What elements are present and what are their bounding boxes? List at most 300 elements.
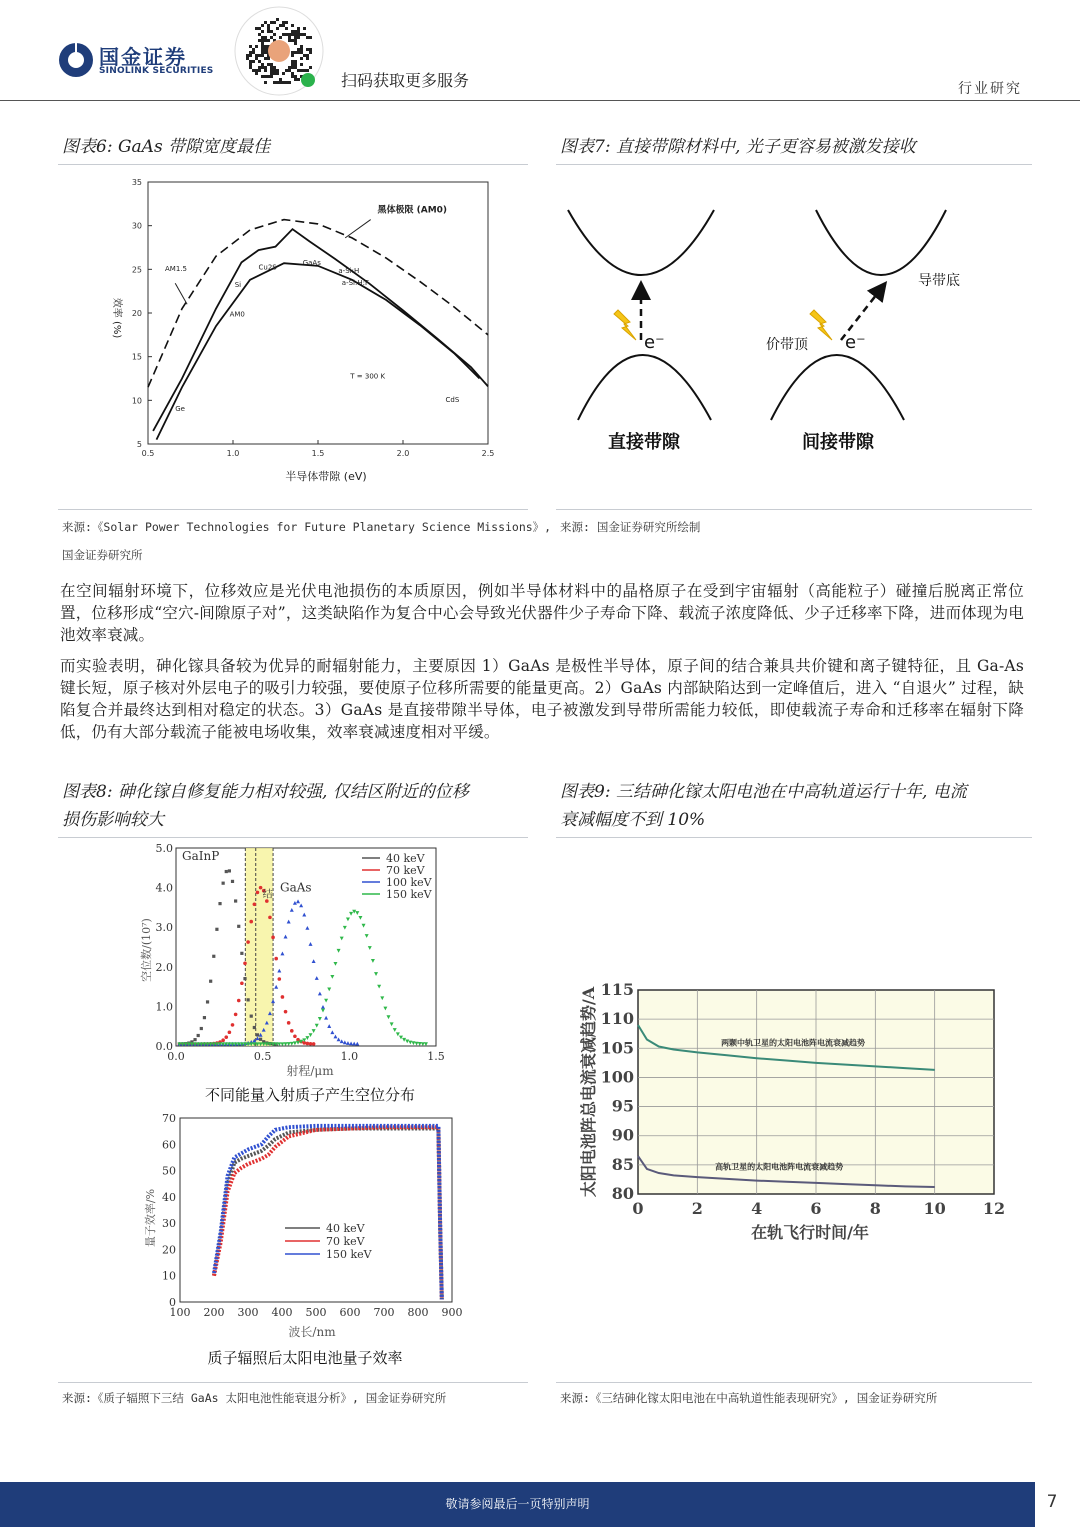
- qr-module: [252, 48, 255, 51]
- fig9-source-rule: [556, 1382, 1032, 1383]
- qr-module: [261, 30, 264, 33]
- qr-module: [300, 69, 303, 72]
- fig6-source2: 国金证券研究所: [62, 548, 143, 562]
- fig9-ytick-label: 100: [600, 1067, 634, 1087]
- fig8a-data-point: [256, 891, 260, 895]
- indirect-electron-label: e⁻: [845, 332, 866, 353]
- fig8a-data-point: [240, 952, 243, 955]
- direct-conduction-band: [568, 210, 714, 275]
- fig8b-xtick-label: 300: [237, 1306, 259, 1319]
- fig8a-data-point: [296, 1041, 300, 1045]
- qr-module: [291, 54, 294, 57]
- fig8a-data-point: [237, 999, 241, 1003]
- qr-module: [252, 69, 255, 72]
- qr-module: [282, 72, 285, 75]
- fig8a-xlabel: 射程/μm: [286, 1064, 334, 1078]
- fig8b-xtick-label: 600: [339, 1306, 361, 1319]
- qr-module: [264, 81, 267, 84]
- fig8a-ytick-label: 1.0: [155, 1000, 173, 1014]
- fig9-chart: [572, 968, 1012, 1248]
- fig8b-ytick-label: 40: [162, 1190, 176, 1204]
- fig8a-data-point: [312, 959, 316, 963]
- qr-module: [294, 36, 297, 39]
- fig6-annotation-pointer: [175, 283, 187, 304]
- qr-module: [291, 75, 294, 78]
- fig8a-data-point: [197, 1034, 200, 1037]
- fig8a-data-point: [224, 1035, 228, 1039]
- qr-module: [264, 36, 267, 39]
- qr-module: [291, 33, 294, 36]
- fig6-xtick-label: 2.5: [481, 449, 495, 458]
- qr-module: [255, 69, 258, 72]
- fig6-xtick-label: 1.0: [226, 449, 240, 458]
- qr-module: [291, 72, 294, 75]
- fig9-xlabel: 在轨飞行时间/年: [751, 1223, 869, 1242]
- qr-module: [270, 21, 273, 24]
- fig8a-region-label: GaAs: [280, 880, 312, 895]
- qr-module: [276, 81, 279, 84]
- fig9-xtick-label: 0: [632, 1199, 644, 1218]
- indirect-valence-band: [771, 355, 904, 420]
- header-divider: [0, 100, 1080, 101]
- direct-valence-band: [578, 355, 711, 420]
- qr-module: [288, 39, 291, 42]
- fig8-top-chart: [140, 840, 460, 1110]
- fig6-ytick-label: 20: [131, 309, 142, 318]
- fig8a-data-point: [330, 1030, 334, 1034]
- fig6-annotation: GaAs: [302, 258, 321, 267]
- fig8a-data-point: [380, 996, 384, 1000]
- qr-module: [255, 45, 258, 48]
- qr-module: [258, 33, 261, 36]
- qr-module: [285, 33, 288, 36]
- qr-module: [270, 63, 273, 66]
- qr-module: [306, 69, 309, 72]
- indirect-conduction-band: [816, 210, 946, 275]
- fig6-annotation: a-Si:H:F: [341, 279, 370, 288]
- fig8a-data-point: [374, 972, 378, 976]
- qr-module: [246, 57, 249, 60]
- fig6-caption-rule: [58, 164, 528, 165]
- qr-module: [285, 81, 288, 84]
- qr-module: [252, 60, 255, 63]
- qr-module: [297, 27, 300, 30]
- qr-module: [297, 48, 300, 51]
- fig8a-data-point: [234, 899, 237, 902]
- fig8a-data-point: [284, 1042, 288, 1046]
- fig8a-data-point: [222, 882, 225, 885]
- qr-module: [309, 66, 312, 69]
- qr-module: [261, 63, 264, 66]
- page-number: 7: [1046, 1492, 1058, 1512]
- qr-module: [261, 54, 264, 57]
- qr-module: [303, 69, 306, 72]
- fig8b-ytick-label: 30: [162, 1217, 176, 1231]
- fig8a-xtick-label: 1.0: [340, 1050, 359, 1063]
- fig8a-data-point: [393, 1028, 397, 1032]
- fig8a-data-point: [327, 987, 331, 991]
- fig6-source: 来源:《Solar Power Technologies for Future Planetary Science Missions》,: [62, 520, 552, 534]
- fig9-ytick-label: 80: [611, 1184, 634, 1203]
- fig9-xtick-label: 2: [691, 1199, 703, 1218]
- qr-module: [270, 66, 273, 69]
- fig8-caption-rule: [58, 837, 528, 838]
- fig8a-data-point: [259, 1038, 262, 1041]
- fig8a-data-point: [355, 911, 359, 915]
- indirect-bandgap-label: 间接带隙: [802, 432, 874, 453]
- fig7-caption: 图表7: 直接带隙材料中, 光子更容易被激发接收: [560, 137, 916, 157]
- fig8a-data-point: [278, 977, 282, 981]
- fig8a-data-point: [306, 1042, 310, 1046]
- fig8a-data-point: [290, 908, 294, 912]
- qr-module: [273, 81, 276, 84]
- qr-module: [276, 72, 279, 75]
- fig8a-data-point: [371, 959, 375, 963]
- fig8a-data-point: [296, 899, 300, 903]
- fig6-ytick-label: 25: [131, 265, 142, 275]
- fig8a-data-point: [234, 1013, 238, 1017]
- header: [0, 0, 1080, 102]
- fig8a-data-point: [305, 926, 309, 930]
- fig8a-data-point: [358, 916, 362, 920]
- qr-module: [255, 54, 258, 57]
- qr-module: [306, 54, 309, 57]
- fig8b-ytick-label: 70: [162, 1112, 176, 1125]
- fig8b-subtitle: 质子辐照后太阳电池量子效率: [207, 1349, 403, 1367]
- fig6-ytick-label: 35: [131, 178, 142, 187]
- fig8b-ylabel: 量子效率/%: [144, 1188, 157, 1248]
- fig8a-legend-label: 40 keV: [386, 852, 425, 865]
- direct-lightning-icon: [614, 310, 636, 340]
- qr-module: [297, 69, 300, 72]
- fig8a-data-point: [383, 1007, 387, 1011]
- fig6-xtick-label: 0.5: [141, 449, 155, 458]
- qr-module: [276, 69, 279, 72]
- fig8b-ytick-label: 60: [162, 1138, 176, 1152]
- qr-module: [261, 48, 264, 51]
- vb-top-label: 价带顶: [766, 337, 808, 353]
- fig9-ytick-label: 110: [600, 1009, 634, 1029]
- qr-module: [276, 18, 279, 21]
- qr-module: [291, 24, 294, 27]
- fig6-annotation: Si: [234, 280, 242, 289]
- fig6-xtick-label: 2.0: [396, 449, 410, 458]
- fig9-xtick-label: 4: [751, 1199, 763, 1218]
- qr-module: [249, 45, 252, 48]
- qr-module: [297, 36, 300, 39]
- fig7-caption-rule: [556, 164, 1032, 165]
- qr-module: [288, 33, 291, 36]
- qr-module: [297, 51, 300, 54]
- fig8a-data-point: [343, 1040, 347, 1044]
- fig6-annotation: T = 300 K: [350, 372, 386, 381]
- fig8a-data-point: [243, 961, 247, 965]
- fig9-ytick-label: 95: [611, 1096, 634, 1116]
- qr-module: [261, 75, 264, 78]
- qr-module: [264, 48, 267, 51]
- fig8b-xtick-label: 200: [203, 1306, 225, 1319]
- fig8a-data-point: [365, 934, 369, 938]
- fig9-caption-line2: 衰减幅度不到 10%: [560, 810, 706, 830]
- qr-module: [249, 60, 252, 63]
- fig8a-data-point: [318, 1017, 322, 1021]
- qr-module: [249, 54, 252, 57]
- fig8a-data-point: [321, 1005, 325, 1009]
- qr-code[interactable]: [234, 6, 324, 96]
- qr-module: [291, 63, 294, 66]
- fig6-annotation: 黑体极限 (AM0): [377, 205, 448, 216]
- fig8a-data-point: [228, 1030, 232, 1034]
- qr-module: [291, 30, 294, 33]
- fig8a-data-point: [287, 920, 291, 924]
- direct-bandgap-label: 直接带隙: [608, 432, 680, 453]
- fig8a-data-point: [231, 880, 234, 883]
- fig8b-xlabel: 波长/nm: [288, 1325, 336, 1339]
- qr-module: [288, 66, 291, 69]
- fig8a-data-point: [355, 1042, 359, 1046]
- fig8a-data-point: [340, 937, 344, 941]
- footer-notice[interactable]: 敬请参阅最后一页特别声明: [445, 1497, 590, 1511]
- fig8a-data-point: [243, 977, 246, 980]
- fig8a-data-point: [321, 1009, 325, 1013]
- qr-module: [279, 78, 282, 81]
- fig8a-data-point: [268, 916, 272, 920]
- fig8b-ytick-label: 50: [162, 1164, 176, 1178]
- qr-module: [294, 39, 297, 42]
- qr-module: [255, 72, 258, 75]
- brand-name-cn: 国金证券: [99, 45, 187, 69]
- fig6-ytick-label: 5: [136, 440, 142, 449]
- sinolink-logo-icon: [58, 42, 94, 78]
- fig8a-data-point: [362, 924, 366, 928]
- fig8b-xtick-label: 400: [271, 1306, 293, 1319]
- fig6-annotation: CdS: [445, 396, 460, 405]
- fig8b-plot-area: [180, 1118, 452, 1302]
- qr-module: [249, 63, 252, 66]
- fig8a-region-label: GaInP: [182, 849, 220, 863]
- fig8b-series-line: [214, 1127, 442, 1299]
- fig8a-data-point: [405, 1040, 409, 1044]
- fig8a-subtitle: 不同能量入射质子产生空位分布: [204, 1086, 416, 1104]
- qr-module: [294, 66, 297, 69]
- fig8b-legend-label: 40 keV: [326, 1222, 365, 1235]
- fig8a-data-point: [330, 975, 334, 979]
- qr-module: [294, 78, 297, 81]
- qr-module: [270, 30, 273, 33]
- fig8a-data-point: [228, 869, 231, 872]
- qr-module: [261, 36, 264, 39]
- qr-module: [267, 24, 270, 27]
- fig8a-data-point: [240, 981, 244, 985]
- qr-module: [249, 51, 252, 54]
- fig8a-data-point: [249, 920, 253, 924]
- fig8b-ytick-label: 0: [169, 1296, 176, 1309]
- fig8b-xtick-label: 900: [441, 1306, 463, 1319]
- qr-module: [297, 30, 300, 33]
- qr-module: [300, 48, 303, 51]
- fig6-annotation: AM1.5: [165, 265, 187, 274]
- qr-center-badge: [268, 40, 290, 62]
- fig8a-ytick-label: 3.0: [155, 921, 173, 935]
- fig8-bottom-chart: [140, 1108, 470, 1373]
- fig8a-ytick-label: 0.0: [155, 1040, 173, 1053]
- qr-module: [303, 33, 306, 36]
- fig8a-data-point: [349, 912, 353, 916]
- fig8a-data-point: [231, 1023, 235, 1027]
- qr-module: [303, 27, 306, 30]
- fig8a-region-label: 结: [262, 889, 273, 901]
- fig8a-data-point: [399, 1036, 403, 1040]
- fig9-series-label: 两颗中轨卫星的太阳电池阵电流衰减趋势: [721, 1037, 866, 1048]
- qr-module: [267, 75, 270, 78]
- fig8a-data-point: [280, 952, 284, 956]
- qr-module: [297, 78, 300, 81]
- fig8a-ytick-label: 2.0: [155, 960, 173, 974]
- qr-module: [294, 30, 297, 33]
- fig8b-xtick-label: 700: [373, 1306, 395, 1319]
- qr-module: [276, 27, 279, 30]
- qr-module: [294, 60, 297, 63]
- qr-module: [273, 66, 276, 69]
- cb-bottom-label: 导带底: [918, 273, 960, 289]
- qr-module: [267, 27, 270, 30]
- qr-module: [267, 30, 270, 33]
- qr-module: [294, 42, 297, 45]
- qr-module: [258, 66, 261, 69]
- fig6-xtick-label: 1.5: [311, 449, 325, 458]
- fig8a-data-point: [352, 1042, 356, 1046]
- fig9-ytick-label: 115: [600, 980, 634, 999]
- qr-module: [288, 81, 291, 84]
- qr-module: [270, 36, 273, 39]
- fig8a-data-point: [290, 1042, 294, 1046]
- fig9-caption-line1: 图表9: 三结砷化镓太阳电池在中高轨道运行十年, 电流: [560, 782, 967, 802]
- fig6-annotation: Cu2S: [258, 263, 277, 272]
- qr-module: [267, 39, 270, 42]
- fig8a-data-point: [253, 1026, 256, 1029]
- fig8a-data-point: [315, 976, 319, 980]
- qr-module: [258, 54, 261, 57]
- section-label: 行业研究: [958, 81, 1022, 97]
- fig8b-xtick-label: 500: [305, 1306, 327, 1319]
- qr-module: [306, 57, 309, 60]
- brand-name-en: SINOLINK SECURITIES: [99, 66, 214, 76]
- fig6-ylabel-text: 效率 (%): [111, 297, 122, 339]
- qr-module: [309, 36, 312, 39]
- fig9-xtick-label: 8: [869, 1199, 881, 1218]
- fig9-source: 来源:《三结砷化镓太阳电池在中高轨道性能表现研究》, 国金证券研究所: [560, 1391, 938, 1405]
- qr-module: [294, 51, 297, 54]
- fig8a-data-point: [281, 995, 285, 999]
- qr-module: [249, 66, 252, 69]
- qr-module: [258, 69, 261, 72]
- qr-module: [264, 57, 267, 60]
- fig8a-xtick-label: 1.5: [427, 1050, 445, 1063]
- qr-module: [270, 75, 273, 78]
- fig6-chart: [100, 172, 520, 492]
- fig8a-data-point: [390, 1022, 394, 1026]
- fig8a-data-point: [271, 936, 275, 940]
- fig6-source-rule: [58, 509, 528, 510]
- fig8a-data-point: [387, 1015, 391, 1019]
- qr-module: [300, 51, 303, 54]
- fig8a-xtick-label: 0.0: [167, 1050, 185, 1063]
- fig8a-data-point: [312, 1029, 316, 1033]
- fig8a-legend-label: 100 keV: [386, 876, 432, 889]
- qr-module: [300, 57, 303, 60]
- qr-module: [279, 36, 282, 39]
- qr-module: [300, 45, 303, 48]
- fig8a-data-point: [327, 1024, 331, 1028]
- fig6-series-line: [148, 220, 488, 388]
- fig8a-data-point: [346, 917, 350, 921]
- fig9-xtick-label: 10: [923, 1199, 946, 1218]
- fig7-source: 来源: 国金证券研究所绘制: [560, 520, 701, 534]
- fig8a-data-point: [215, 928, 218, 931]
- fig8a-data-point: [305, 1036, 309, 1040]
- fig7-diagram: [556, 180, 1032, 480]
- qr-module: [282, 81, 285, 84]
- fig6-plot-area: [148, 182, 488, 444]
- fig8b-legend-label: 70 keV: [326, 1235, 365, 1248]
- fig8b-xtick-label: 100: [169, 1306, 191, 1319]
- fig9-ylabel: 太阳电池阵总电流衰减趋势/A: [579, 986, 598, 1198]
- qr-module: [285, 69, 288, 72]
- fig8b-xtick-label: 800: [407, 1306, 429, 1319]
- fig8a-ytick-label: 4.0: [155, 881, 173, 895]
- fig8a-data-point: [284, 1010, 288, 1014]
- qr-module: [255, 27, 258, 30]
- qr-module: [303, 54, 306, 57]
- fig6-ylabel: [111, 298, 124, 339]
- qr-module: [288, 69, 291, 72]
- qr-module: [261, 45, 264, 48]
- fig8a-data-point: [293, 1034, 297, 1038]
- fig8a-data-point: [284, 935, 288, 939]
- qr-module: [309, 51, 312, 54]
- qr-module: [297, 33, 300, 36]
- qr-module: [267, 63, 270, 66]
- fig8a-data-point: [324, 999, 328, 1003]
- qr-module: [291, 60, 294, 63]
- fig6-xlabel: 半导体带隙 (eV): [285, 470, 367, 483]
- qr-module: [246, 54, 249, 57]
- qr-module: [279, 81, 282, 84]
- fig8a-xtick-label: 0.5: [253, 1050, 272, 1063]
- fig8a-data-point: [277, 969, 281, 973]
- fig6-annotation-pointer: [345, 220, 371, 238]
- fig8a-data-point: [318, 992, 322, 996]
- fig8a-data-point: [274, 957, 278, 961]
- qr-module: [273, 33, 276, 36]
- fig6-annotation: AM0: [229, 310, 245, 319]
- qr-module: [270, 72, 273, 75]
- fig8a-data-point: [193, 1038, 196, 1041]
- fig8a-data-point: [309, 942, 313, 946]
- fig8a-data-point: [287, 1042, 291, 1046]
- qr-module: [300, 33, 303, 36]
- indirect-lightning-icon: [810, 310, 832, 340]
- qr-module: [264, 51, 267, 54]
- fig8a-data-point: [253, 902, 257, 906]
- fig8a-legend-label: 70 keV: [386, 864, 425, 877]
- fig8a-data-point: [274, 985, 278, 989]
- fig8a-data-point: [324, 1016, 328, 1020]
- fig8a-data-point: [218, 902, 221, 905]
- qr-module: [294, 63, 297, 66]
- fig8a-data-point: [312, 1042, 316, 1046]
- fig9-series-label: 高轨卫星的太阳电池阵电流衰减趋势: [715, 1161, 844, 1172]
